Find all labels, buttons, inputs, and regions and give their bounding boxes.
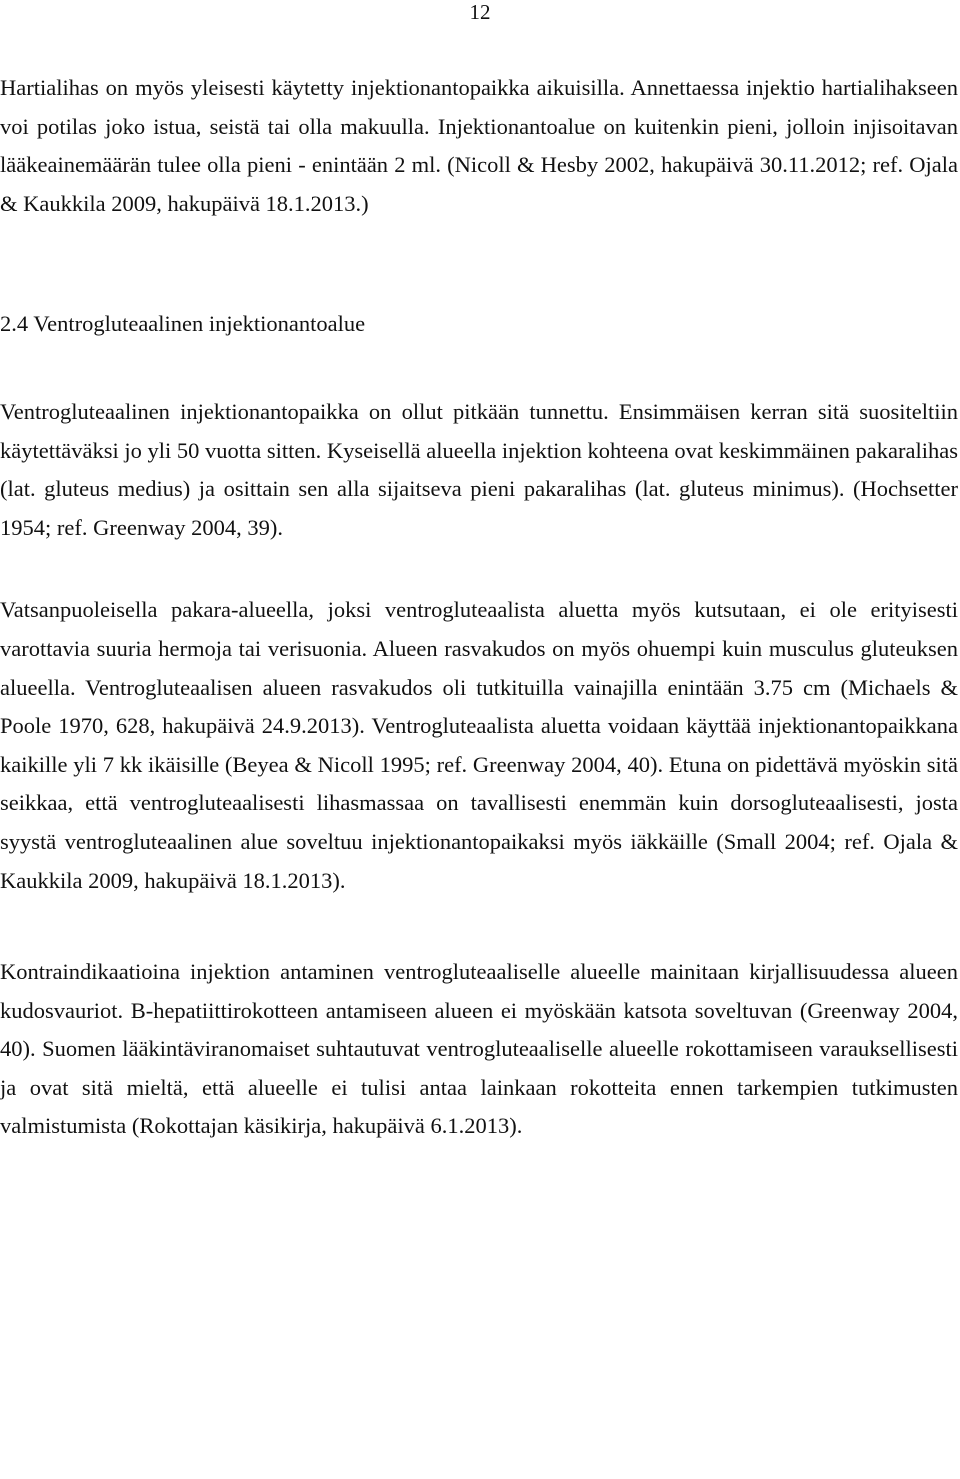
paragraph-ventrogluteal-benefits: Vatsanpuoleisella pakara-alueella, joksi ventrogluteaalista aluetta myös kutsutaan, ei ole erityisesti varottavia suuria hermoja tai verisuonia. Alueen rasvakudos on myös ohuempi kuin musculus gluteuksen alueella. Ventrogluteaalisen alueen rasvakudos oli tutkituilla vainajilla enintään 3.75 cm (Michaels & Poole 1970, 628, hakupäivä 24.9.2013). Ventrogluteaalista aluetta voidaan käyttää injektionantopaikkana kaikille yli 7 kk ikäisille (Beyea & Nicoll 1995; ref. Greenway 2004, 40). Etuna on pidettävä myöskin sitä seikkaa, että ventrogluteaalisesti lihasmassaa on tavallisesti enemmän kuin dorsogluteaalisesti, josta syystä ventrogluteaalinen alue soveltuu injektionantopaikaksi myös iäkkäille (Small 2004; ref. Ojala & Kaukkila 2009, hakupäivä 18.1.2013). [0,597,958,893]
document-body [0,69,958,1146]
paragraph-ventrogluteal-intro: Ventrogluteaalinen injektionantopaikka on ollut pitkään tunnettu. Ensimmäisen kerran sitä suositeltiin käytettäväksi jo yli 50 vuotta sitten. Kyseisellä alueella injektion kohteena ovat keskimmäinen pakaralihas (lat. gluteus medius) ja osittain sen alla sijaitseva pieni pakaralihas (lat. gluteus minimus). (Hochsetter 1954; ref. Greenway 2004, 39). [0,398,958,540]
page-number: 12 [469,0,491,24]
section-heading: 2.4 Ventrogluteaalinen injektionantoalue [0,311,366,337]
paragraph-deltoid: Hartialihas on myös yleisesti käytetty injektionantopaikka aikuisilla. Annettaessa injektio hartialihakseen voi potilas joko istua, seistä tai olla makuulla. Injektionantoalue on kuitenkin pieni, jolloin injisoitavan lääkeainemäärän tulee olla pieni - enintään 2 ml. (Nicoll & Hesby 2002, hakupäivä 30.11.2012; ref. Ojala & Kaukkila 2009, hakupäivä 18.1.2013.) [0,75,958,216]
paragraph-contraindications: Kontraindikaatioina injektion antaminen ventrogluteaaliselle alueelle mainitaan kirjallisuudessa alueen kudosvauriot. B-hepatiittirokotteen antamiseen alueen ei myöskään katsota soveltuvan (Greenway 2004, 40). Suomen lääkintäviranomaiset suhtautuvat ventrogluteaaliselle alueelle rokottamiseen varauksellisesti ja ovat sitä mieltä, että alueelle ei tulisi antaa lainkaan rokotteita ennen tarkempien tutkimusten valmistumista (Rokottajan käsikirja, hakupäivä 6.1.2013). [0,959,958,1139]
